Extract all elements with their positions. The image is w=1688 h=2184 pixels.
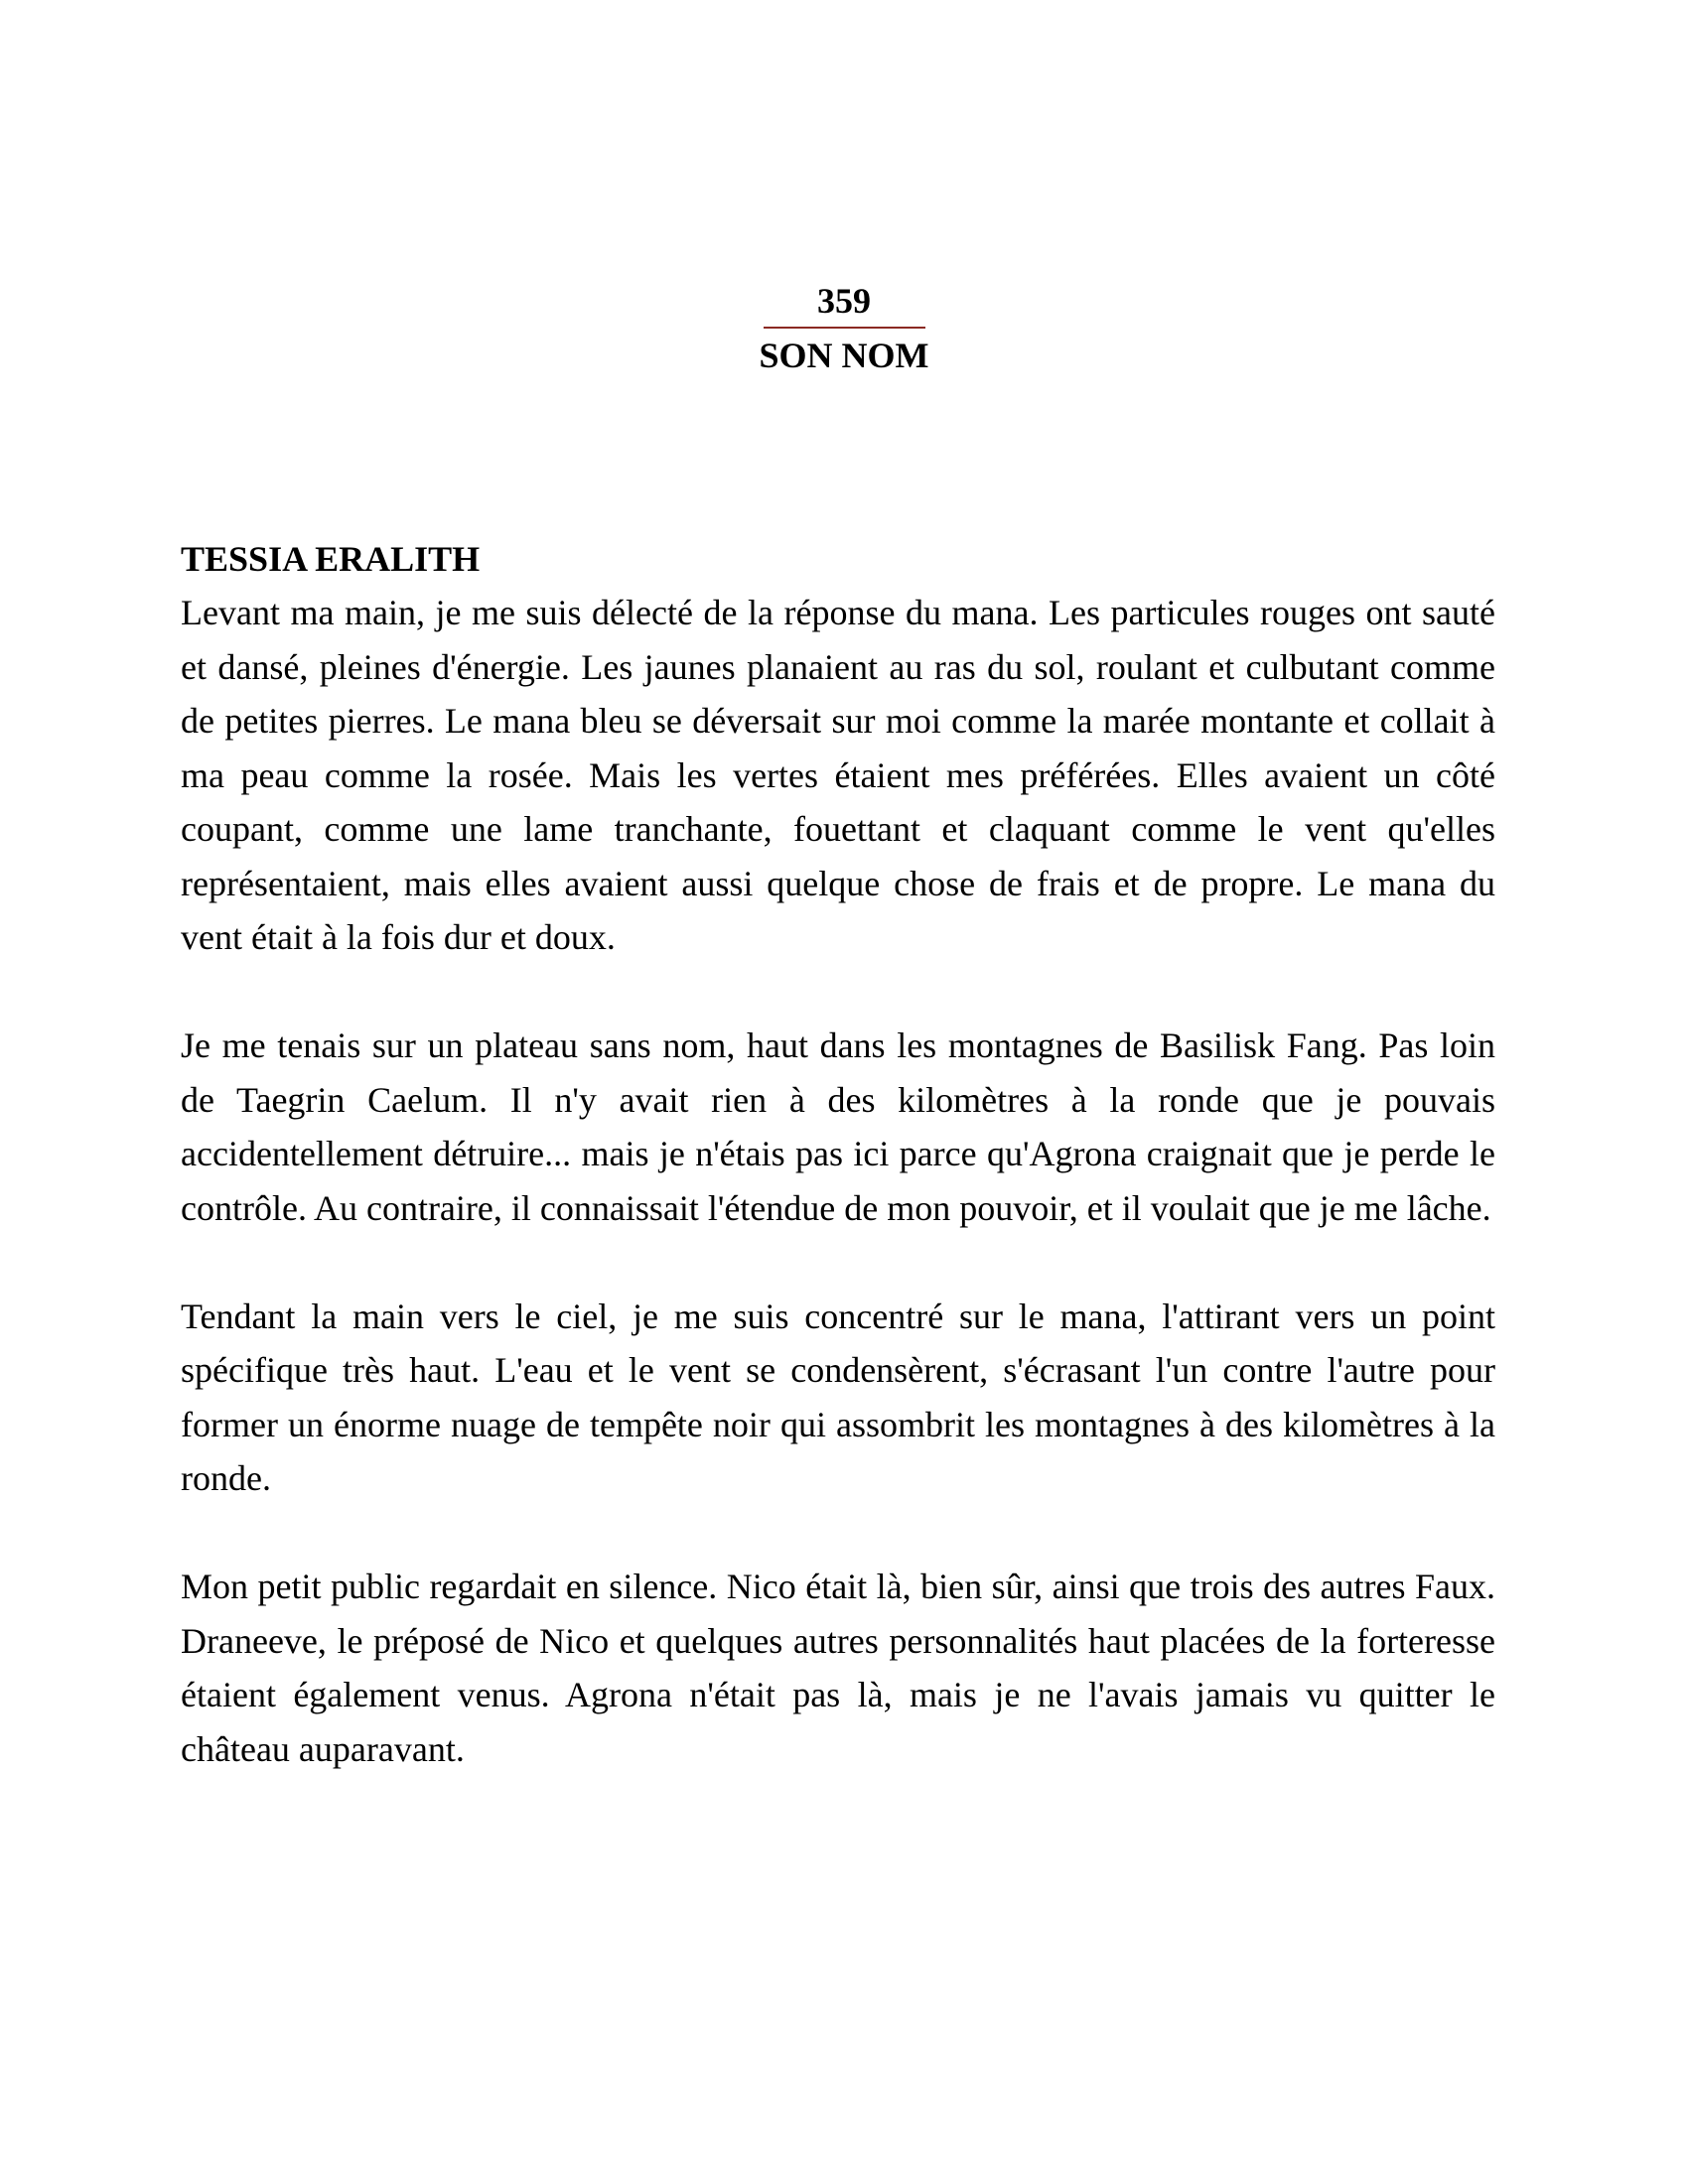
chapter-title: SON NOM <box>759 336 929 375</box>
pov-heading: TESSIA ERALITH <box>181 539 481 579</box>
chapter-number: 359 <box>817 281 871 321</box>
paragraph-1: Levant ma main, je me suis délecté de la réponse du mana. Les particules rouges ont sauté et dansé, pleines d'énergie. Les jaunes planaient au ras du sol, roulant et culbutant comme de petites pierres. Le mana bleu se déversait sur moi comme la marée montante et collait à ma peau comme la rosée. Mais les vertes étaient mes préférées. Elles avaient un côté coupant, comme une lame tranchante, fouettant et claquant comme le vent qu'elles représentaient, mais elles avaient aussi quelque chose de frais et de propre. Le mana du vent était à la fois dur et doux. <box>181 593 1495 957</box>
paragraph-4: Mon petit public regardait en silence. Nico était là, bien sûr, ainsi que trois des autres Faux. Draneeve, le préposé de Nico et quelques autres personnalités haut placées de la forteresse étaient également venus. Agrona n'était pas là, mais je ne l'avais jamais vu quitter le château auparavant. <box>181 1567 1495 1769</box>
paragraph-3: Tendant la main vers le ciel, je me suis concentré sur le mana, l'attirant vers un point spécifique très haut. L'eau et le vent se condensèrent, s'écrasant l'un contre l'autre pour former un énorme nuage de tempête noir qui assombrit les montagnes à des kilomètres à la ronde. <box>181 1296 1495 1498</box>
chapter-header <box>0 281 1688 376</box>
chapter-body <box>181 532 1495 1831</box>
paragraph-2: Je me tenais sur un plateau sans nom, haut dans les montagnes de Basilisk Fang. Pas loin de Taegrin Caelum. Il n'y avait rien à des kilomètres à la ronde que je pouvais accidentellement détruire... mais je n'étais pas ici parce qu'Agrona craignait que je perde le contrôle. Au contraire, il connaissait l'étendue de mon pouvoir, et il voulait que je me lâche. <box>181 1025 1495 1228</box>
chapter-divider <box>764 327 925 329</box>
